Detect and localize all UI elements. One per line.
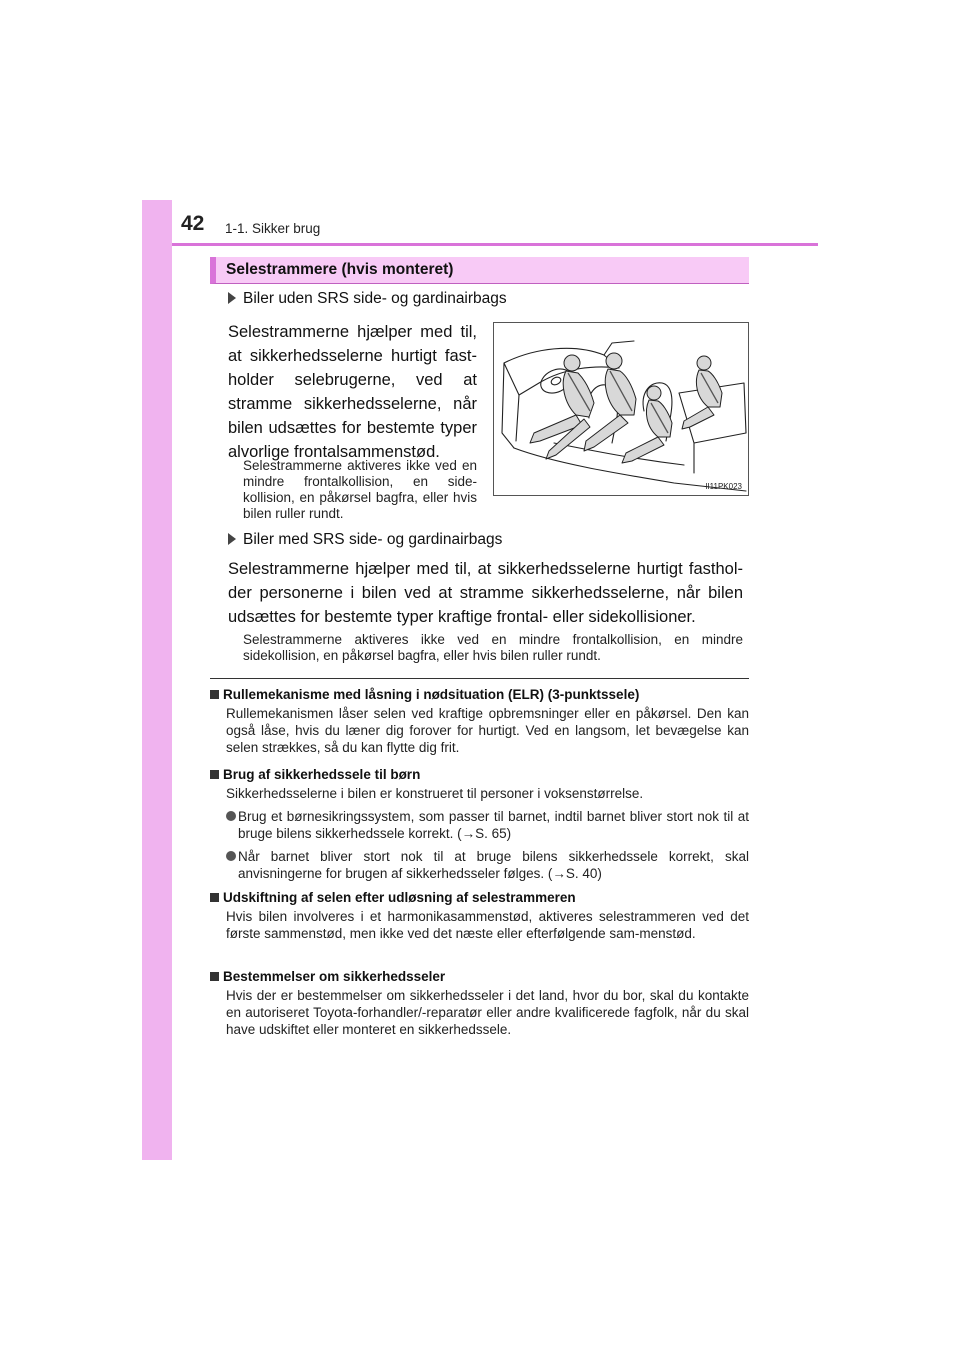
body-text-no-side-airbags: Selestrammerne hjælper med til, at sikkerhedsselerne hurtigt fast-holder selebrugerne, ved at stramme sikkerhedsselerne, når bilen udsættes for bestemte typer alvorlige frontalsammenstød. (228, 323, 477, 461)
round-bullet-icon (226, 811, 236, 821)
car-interior-occupants-drawing (494, 323, 748, 495)
subheading-no-side-airbags: Biler uden SRS side- og gardinairbags (228, 290, 507, 308)
info-item-body: Hvis bilen involveres i et harmonikasammenstød, aktiveres selestrammeren ved det første sammenstød, men ikke ved det næste eller efterfølgende sam-menstød. (226, 909, 749, 941)
body-text-with-side-airbags: Selestrammerne hjælper med til, at sikkerhedsselerne hurtigt fasthol-der personerne i bilen ved at stramme sikkerhedsselerne, når bilen udsættes for bestemte typer kraftige frontal- eller sidekollisioner. (228, 560, 743, 626)
seat-belt-pretensioner-illustration (493, 322, 749, 496)
info-item-title: Rullemekanisme med låsning i nødsituation (ELR) (3-punktssele) (210, 686, 749, 703)
page-number: 42 (181, 212, 205, 235)
section-divider (210, 678, 749, 679)
round-bullet-icon (226, 851, 236, 861)
bullet-item: Når barnet bliver stort nok til at bruge bilens sikkerhedssele korrekt, skal anvisningerne for brugen af sikkerhedsseler følges. (→S. 40) (226, 848, 749, 882)
square-bullet-icon (210, 972, 219, 981)
square-bullet-icon (210, 690, 219, 699)
note-no-side-airbags: Selestrammerne aktiveres ikke ved en mindre frontalkollision, en side-kollision, en påkørsel bagfra, eller hvis bilen ruller rundt. (243, 458, 477, 521)
subheading-with-side-airbags: Biler med SRS side- og gardinairbags (228, 531, 502, 549)
info-item-title: Udskiftning af selen efter udløsning af selestrammeren (210, 889, 749, 906)
info-item-children (210, 766, 749, 882)
info-item-replacement (210, 889, 749, 942)
info-item-elr (210, 686, 749, 756)
info-item-title: Bestemmelser om sikkerhedsseler (210, 968, 749, 985)
info-item-body: Rullemekanismen låser selen ved kraftige opbremsninger eller en påkørsel. Den kan også låse, hvis du læner dig forover for hurtigt. Ved en langsom, let bevægelse kan selen strækkes, så du kan flytte dig frit. (226, 706, 749, 755)
triangle-bullet-icon (228, 292, 236, 304)
info-item-body: Sikkerhedsselerne i bilen er konstrueret til personer i voksenstørrelse. (226, 786, 644, 801)
square-bullet-icon (210, 893, 219, 902)
info-item-body: Hvis der er bestemmelser om sikkerhedsseler i det land, hvor du bor, skal du kontakte en autoriseret Toyota-forhandler/-reparatør eller andre kvalificerede fagfolk, når du skal have udskiftet eller monteret en sikkerhedssele. (226, 988, 749, 1037)
bullet-item: Brug et børnesikringssystem, som passer til barnet, indtil barnet bliver stort nok til at bruge bilens sikkerhedssele korrekt. (→S. 65) (226, 808, 749, 842)
section-reference: 1-1. Sikker brug (225, 221, 321, 236)
square-bullet-icon (210, 770, 219, 779)
section-heading-text: Selestrammere (hvis monteret) (226, 261, 454, 278)
section-heading (210, 257, 749, 284)
triangle-bullet-icon (228, 533, 236, 545)
header-rule (172, 243, 818, 246)
info-item-regulations (210, 968, 749, 1038)
chapter-side-tab (142, 200, 172, 1160)
note-with-side-airbags: Selestrammerne aktiveres ikke ved en mindre frontalkollision, en mindre sidekollision, en påkørsel bagfra, eller hvis bilen ruller rundt. (243, 632, 743, 663)
info-item-title: Brug af sikkerhedssele til børn (210, 766, 749, 783)
illustration-code: II11PK023 (705, 482, 742, 491)
